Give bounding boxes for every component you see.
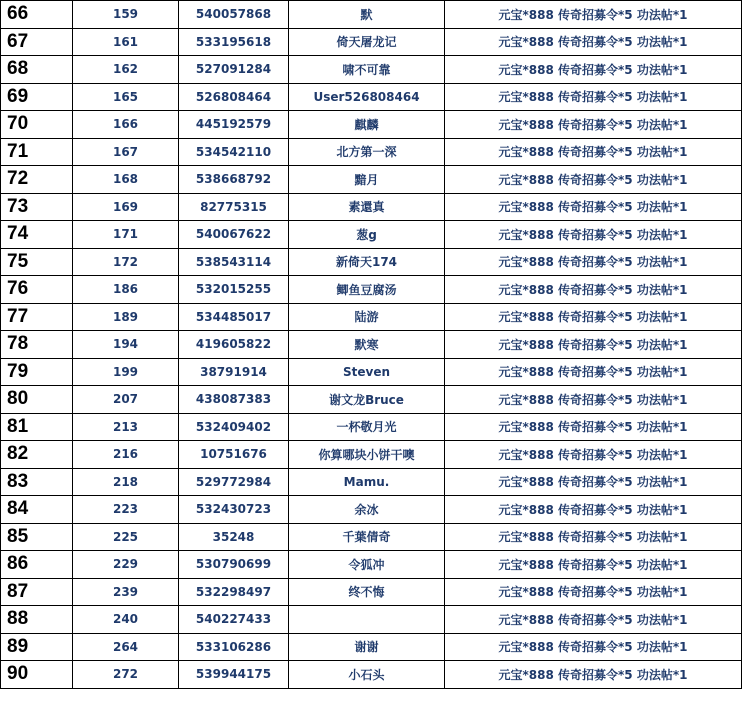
number-cell: 169 [73,193,179,221]
table-row [1,661,742,689]
rank-cell: 80 [1,386,73,414]
table-row [1,303,742,331]
rank-cell: 71 [1,138,73,166]
reward-cell: 元宝*888 传奇招募令*5 功法帖*1 [445,28,742,56]
reward-cell: 元宝*888 传奇招募令*5 功法帖*1 [445,551,742,579]
player-name-cell: 千葉倩奇 [289,523,445,551]
number-cell: 194 [73,331,179,359]
rank-cell: 76 [1,276,73,304]
rank-cell: 88 [1,606,73,634]
reward-cell: 元宝*888 传奇招募令*5 功法帖*1 [445,138,742,166]
rank-cell: 81 [1,413,73,441]
user-id-cell: 532409402 [179,413,289,441]
player-name-cell [289,606,445,634]
number-cell: 186 [73,276,179,304]
rank-cell: 85 [1,523,73,551]
player-name-cell: 一杯敬月光 [289,413,445,441]
number-cell: 161 [73,28,179,56]
player-name-cell: 黯月 [289,166,445,194]
user-id-cell: 419605822 [179,331,289,359]
player-name-cell: 麒麟 [289,111,445,139]
user-id-cell: 533106286 [179,633,289,661]
reward-cell: 元宝*888 传奇招募令*5 功法帖*1 [445,578,742,606]
rank-cell: 78 [1,331,73,359]
player-name-cell: 你算哪块小饼干噢 [289,441,445,469]
user-id-cell: 540057868 [179,1,289,29]
user-id-cell: 532015255 [179,276,289,304]
user-id-cell: 82775315 [179,193,289,221]
reward-cell: 元宝*888 传奇招募令*5 功法帖*1 [445,331,742,359]
rank-cell: 82 [1,441,73,469]
reward-cell: 元宝*888 传奇招募令*5 功法帖*1 [445,633,742,661]
player-name-cell: Steven [289,358,445,386]
number-cell: 218 [73,468,179,496]
rank-cell: 83 [1,468,73,496]
reward-cell: 元宝*888 传奇招募令*5 功法帖*1 [445,56,742,84]
table-row [1,551,742,579]
player-name-cell: 鲫鱼豆腐汤 [289,276,445,304]
number-cell: 167 [73,138,179,166]
table-row [1,56,742,84]
user-id-cell: 38791914 [179,358,289,386]
number-cell: 229 [73,551,179,579]
user-id-cell: 540067622 [179,221,289,249]
user-id-cell: 538543114 [179,248,289,276]
user-id-cell: 529772984 [179,468,289,496]
player-name-cell: 葱g [289,221,445,249]
user-id-cell: 438087383 [179,386,289,414]
table-row [1,331,742,359]
number-cell: 159 [73,1,179,29]
table-row [1,276,742,304]
player-name-cell: 小石头 [289,661,445,689]
user-id-cell: 532430723 [179,496,289,524]
table-row [1,386,742,414]
rank-cell: 75 [1,248,73,276]
rank-cell: 70 [1,111,73,139]
reward-cell: 元宝*888 传奇招募令*5 功法帖*1 [445,193,742,221]
user-id-cell: 445192579 [179,111,289,139]
number-cell: 168 [73,166,179,194]
table-row [1,28,742,56]
reward-cell: 元宝*888 传奇招募令*5 功法帖*1 [445,496,742,524]
number-cell: 199 [73,358,179,386]
table-row [1,1,742,29]
reward-cell: 元宝*888 传奇招募令*5 功法帖*1 [445,386,742,414]
reward-cell: 元宝*888 传奇招募令*5 功法帖*1 [445,1,742,29]
table-row [1,221,742,249]
player-name-cell: Mamu. [289,468,445,496]
rank-cell: 69 [1,83,73,111]
user-id-cell: 534485017 [179,303,289,331]
table-row [1,248,742,276]
rank-cell: 74 [1,221,73,249]
player-name-cell: 啸不可靠 [289,56,445,84]
table-row [1,193,742,221]
table-row [1,633,742,661]
player-name-cell: 新倚天174 [289,248,445,276]
reward-cell: 元宝*888 传奇招募令*5 功法帖*1 [445,523,742,551]
rank-cell: 84 [1,496,73,524]
player-name-cell: 谢谢 [289,633,445,661]
number-cell: 264 [73,633,179,661]
player-name-cell: 陆游 [289,303,445,331]
reward-cell: 元宝*888 传奇招募令*5 功法帖*1 [445,276,742,304]
reward-cell: 元宝*888 传奇招募令*5 功法帖*1 [445,468,742,496]
number-cell: 223 [73,496,179,524]
user-id-cell: 532298497 [179,578,289,606]
player-name-cell: 谢文龙Bruce [289,386,445,414]
rank-cell: 73 [1,193,73,221]
table-row [1,138,742,166]
number-cell: 239 [73,578,179,606]
number-cell: 189 [73,303,179,331]
rank-cell: 79 [1,358,73,386]
reward-cell: 元宝*888 传奇招募令*5 功法帖*1 [445,606,742,634]
number-cell: 172 [73,248,179,276]
number-cell: 240 [73,606,179,634]
reward-cell: 元宝*888 传奇招募令*5 功法帖*1 [445,303,742,331]
rank-cell: 77 [1,303,73,331]
user-id-cell: 530790699 [179,551,289,579]
number-cell: 225 [73,523,179,551]
number-cell: 207 [73,386,179,414]
table-row [1,166,742,194]
table-row [1,523,742,551]
number-cell: 162 [73,56,179,84]
number-cell: 166 [73,111,179,139]
reward-cell: 元宝*888 传奇招募令*5 功法帖*1 [445,441,742,469]
rank-cell: 72 [1,166,73,194]
rank-cell: 90 [1,661,73,689]
user-id-cell: 35248 [179,523,289,551]
user-id-cell: 527091284 [179,56,289,84]
rank-cell: 86 [1,551,73,579]
user-id-cell: 538668792 [179,166,289,194]
table-row [1,496,742,524]
table-row [1,413,742,441]
reward-cell: 元宝*888 传奇招募令*5 功法帖*1 [445,166,742,194]
user-id-cell: 539944175 [179,661,289,689]
user-id-cell: 533195618 [179,28,289,56]
player-name-cell: 余冰 [289,496,445,524]
table-row [1,83,742,111]
rank-cell: 68 [1,56,73,84]
reward-table-body [1,1,742,689]
rank-cell: 66 [1,1,73,29]
number-cell: 171 [73,221,179,249]
player-name-cell: User526808464 [289,83,445,111]
table-row [1,606,742,634]
player-name-cell: 令狐冲 [289,551,445,579]
table-row [1,578,742,606]
player-name-cell: 终不悔 [289,578,445,606]
reward-cell: 元宝*888 传奇招募令*5 功法帖*1 [445,661,742,689]
user-id-cell: 540227433 [179,606,289,634]
rank-cell: 87 [1,578,73,606]
user-id-cell: 534542110 [179,138,289,166]
number-cell: 272 [73,661,179,689]
number-cell: 165 [73,83,179,111]
user-id-cell: 526808464 [179,83,289,111]
reward-cell: 元宝*888 传奇招募令*5 功法帖*1 [445,248,742,276]
table-row [1,111,742,139]
table-row [1,468,742,496]
reward-cell: 元宝*888 传奇招募令*5 功法帖*1 [445,111,742,139]
reward-cell: 元宝*888 传奇招募令*5 功法帖*1 [445,83,742,111]
reward-cell: 元宝*888 传奇招募令*5 功法帖*1 [445,221,742,249]
user-id-cell: 10751676 [179,441,289,469]
rank-cell: 67 [1,28,73,56]
number-cell: 216 [73,441,179,469]
rank-cell: 89 [1,633,73,661]
player-name-cell: 素還真 [289,193,445,221]
player-name-cell: 默寒 [289,331,445,359]
table-row [1,441,742,469]
reward-cell: 元宝*888 传奇招募令*5 功法帖*1 [445,358,742,386]
player-name-cell: 默 [289,1,445,29]
number-cell: 213 [73,413,179,441]
reward-cell: 元宝*888 传奇招募令*5 功法帖*1 [445,413,742,441]
player-name-cell: 北方第一深 [289,138,445,166]
table-row [1,358,742,386]
player-name-cell: 倚天屠龙记 [289,28,445,56]
